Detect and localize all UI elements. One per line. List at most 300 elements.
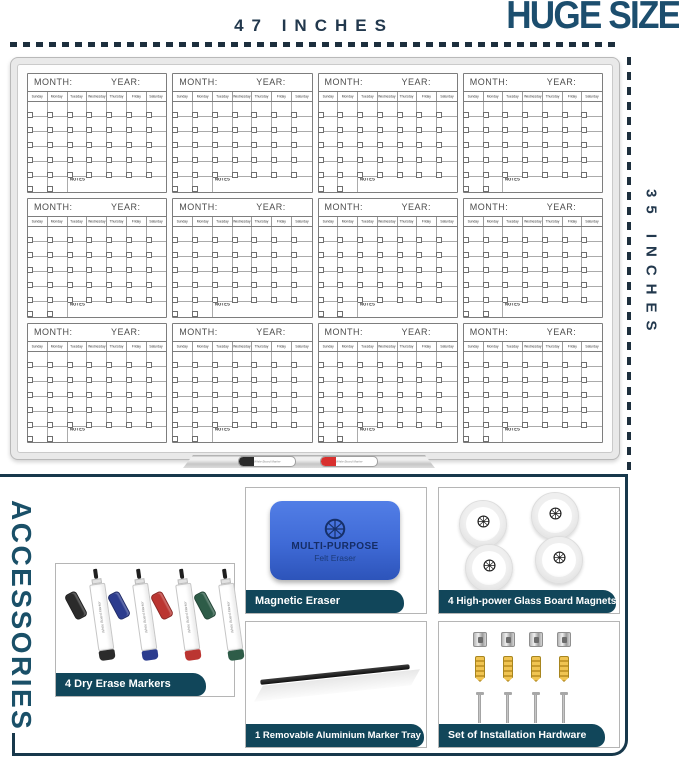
date-cell (338, 227, 358, 242)
date-cell (484, 352, 504, 367)
notes-label: NOTES (505, 303, 521, 308)
size-headline: HUGE SIZE (506, 0, 679, 37)
weekday-row (464, 217, 602, 227)
weekday-row (173, 217, 311, 227)
date-grid (173, 352, 311, 442)
date-cell (378, 382, 398, 397)
date-cell (543, 132, 563, 147)
day-name: Tuesday (358, 92, 378, 101)
day-name: Monday (484, 92, 504, 101)
date-cell (417, 102, 437, 117)
date-cell (147, 352, 167, 367)
screw-icon (534, 695, 537, 723)
date-corner-mark (47, 186, 53, 192)
date-cell (87, 382, 107, 397)
day-name: Friday (417, 342, 437, 351)
date-grid (464, 227, 602, 317)
accessory-eraser-box (245, 487, 427, 614)
day-name: Monday (338, 92, 358, 101)
date-cell (523, 132, 543, 147)
date-cell (358, 242, 378, 257)
date-cell (378, 397, 398, 412)
date-cell (193, 367, 213, 382)
date-cell (193, 352, 213, 367)
date-cell (68, 102, 88, 117)
felt-eraser-image (270, 501, 400, 580)
date-corner-mark (463, 436, 469, 442)
whiteboard (10, 57, 620, 460)
date-cell (523, 352, 543, 367)
date-cell (523, 397, 543, 412)
day-name: Sunday (319, 342, 339, 351)
date-cell (464, 227, 484, 242)
day-name: Sunday (28, 217, 48, 226)
date-cell (464, 257, 484, 272)
date-cell (48, 427, 68, 442)
date-cell (417, 227, 437, 242)
date-cell (213, 132, 233, 147)
date-cell (378, 227, 398, 242)
width-dimension-line (10, 42, 618, 47)
day-name: Sunday (173, 92, 193, 101)
date-cell (272, 147, 292, 162)
date-cell (523, 227, 543, 242)
date-cell (233, 257, 253, 272)
date-cell (582, 287, 602, 302)
date-cell (48, 352, 68, 367)
month-panel (27, 73, 167, 193)
date-cell (563, 102, 583, 117)
date-cell (292, 147, 312, 162)
day-name: Wednesday (233, 217, 253, 226)
brand-logo-icon (324, 518, 346, 540)
date-cell (127, 382, 147, 397)
year-label: YEAR: (110, 202, 141, 212)
date-corner-mark (27, 186, 33, 192)
date-grid (28, 102, 166, 192)
date-cell (358, 132, 378, 147)
date-cell (319, 242, 339, 257)
installation-hardware-image (439, 622, 619, 724)
date-cell (127, 147, 147, 162)
date-cell (233, 287, 253, 302)
month-header (464, 74, 602, 92)
month-header (319, 74, 457, 92)
date-cell (213, 147, 233, 162)
cap-slot (534, 637, 539, 643)
day-name: Saturday (295, 219, 309, 224)
notes-label: NOTES (214, 428, 230, 433)
date-cell (193, 162, 213, 177)
year-label: YEAR: (256, 202, 286, 212)
weekday-row (464, 342, 602, 352)
date-cell (87, 132, 107, 147)
date-cell (213, 352, 233, 367)
date-cell (252, 162, 272, 177)
date-cell (464, 412, 484, 427)
date-cell (484, 287, 504, 302)
day-name: Saturday (585, 94, 599, 99)
date-cell (378, 257, 398, 272)
year-label: YEAR: (401, 77, 431, 87)
date-cell (292, 162, 312, 177)
date-cell (193, 302, 213, 317)
date-cell (582, 227, 602, 242)
marker-cap-icon (321, 457, 336, 466)
date-cell (563, 367, 583, 382)
date-cell (127, 352, 147, 367)
date-cell (563, 162, 583, 177)
date-cell (484, 412, 504, 427)
day-name: Thursday (107, 92, 127, 101)
date-cell (319, 382, 339, 397)
month-header (173, 74, 311, 92)
day-name: Saturday (440, 94, 454, 99)
date-cell (338, 132, 358, 147)
month-panel (172, 73, 312, 193)
date-cell (233, 367, 253, 382)
day-name: Saturday (295, 344, 309, 349)
day-name: Monday (48, 217, 68, 226)
date-cell (582, 242, 602, 257)
month-label: MONTH: (34, 202, 73, 212)
month-panel (463, 73, 603, 193)
date-cell (127, 242, 147, 257)
date-cell (107, 257, 127, 272)
year-label: YEAR: (546, 202, 577, 212)
date-cell (358, 162, 378, 177)
date-cell (437, 147, 457, 162)
year-label: YEAR: (401, 202, 431, 212)
date-cell (213, 382, 233, 397)
month-header (173, 199, 311, 217)
date-cell (193, 272, 213, 287)
weekday-row (173, 342, 311, 352)
date-cell (319, 257, 339, 272)
glass-magnet-image (535, 536, 583, 584)
notes-area (213, 427, 312, 442)
month-panel (27, 323, 167, 443)
day-name: Tuesday (358, 217, 378, 226)
date-cell (398, 412, 418, 427)
date-cell (213, 287, 233, 302)
date-cell (543, 382, 563, 397)
date-cell (48, 367, 68, 382)
date-cell (582, 102, 602, 117)
date-cell (523, 102, 543, 117)
markers-label: 4 Dry Erase Markers (56, 673, 206, 696)
date-corner-mark (337, 436, 343, 442)
date-cell (272, 132, 292, 147)
date-cell (292, 412, 312, 427)
date-cell (503, 382, 523, 397)
month-panel (318, 323, 458, 443)
date-cell (523, 117, 543, 132)
date-cell (48, 302, 68, 317)
date-cell (543, 257, 563, 272)
date-cell (319, 102, 339, 117)
date-cell (523, 162, 543, 177)
date-cell (523, 367, 543, 382)
date-cell (319, 352, 339, 367)
year-label: YEAR: (401, 327, 431, 337)
cap-slot (478, 637, 483, 643)
date-cell (28, 162, 48, 177)
day-name: Friday (417, 217, 437, 226)
date-cell (319, 117, 339, 132)
date-cell (464, 382, 484, 397)
notes-label: NOTES (214, 303, 230, 308)
date-cell (543, 102, 563, 117)
date-cell (173, 177, 193, 192)
day-name: Saturday (149, 344, 163, 349)
date-cell (582, 132, 602, 147)
date-cell (292, 397, 312, 412)
date-cell (252, 147, 272, 162)
date-cell (147, 132, 167, 147)
notes-label: NOTES (214, 178, 230, 183)
date-cell (338, 352, 358, 367)
day-name: Tuesday (68, 217, 88, 226)
year-label: YEAR: (256, 327, 286, 337)
date-cell (147, 382, 167, 397)
date-cell (193, 382, 213, 397)
date-cell (417, 147, 437, 162)
day-name: Monday (48, 342, 68, 351)
date-cell (338, 102, 358, 117)
date-cell (563, 257, 583, 272)
date-grid (28, 227, 166, 317)
date-cell (292, 272, 312, 287)
date-cell (173, 272, 193, 287)
weekday-row (28, 217, 166, 227)
date-cell (173, 302, 193, 317)
day-name: Sunday (464, 342, 484, 351)
date-cell (28, 147, 48, 162)
day-name: Monday (338, 342, 358, 351)
brand-logo-icon (477, 515, 490, 533)
date-cell (173, 227, 193, 242)
date-cell (272, 102, 292, 117)
date-cell (582, 147, 602, 162)
date-cell (437, 352, 457, 367)
date-cell (28, 242, 48, 257)
date-cell (437, 102, 457, 117)
marker-brand-text: White Board Marker (336, 460, 363, 463)
date-cell (48, 242, 68, 257)
date-cell (233, 242, 253, 257)
date-cell (272, 242, 292, 257)
day-name: Saturday (295, 94, 309, 99)
date-corner-mark (47, 436, 53, 442)
marker-group (64, 569, 104, 669)
date-grid (319, 227, 457, 317)
day-name: Thursday (543, 342, 563, 351)
date-corner-mark (318, 311, 324, 317)
date-cell (464, 162, 484, 177)
date-cell (48, 147, 68, 162)
day-name: Tuesday (503, 92, 523, 101)
screw-icon (562, 695, 565, 723)
day-name: Friday (563, 342, 583, 351)
date-cell (503, 257, 523, 272)
day-name: Tuesday (213, 217, 233, 226)
notes-label: NOTES (69, 428, 85, 433)
date-cell (252, 397, 272, 412)
date-cell (28, 132, 48, 147)
date-cell (233, 412, 253, 427)
date-cell (68, 162, 88, 177)
date-cell (582, 117, 602, 132)
date-cell (173, 427, 193, 442)
date-cell (358, 367, 378, 382)
date-corner-mark (172, 186, 178, 192)
standoff-cap-icon (473, 632, 487, 647)
date-cell (193, 147, 213, 162)
notes-label: NOTES (360, 428, 376, 433)
wall-anchor-icon (559, 656, 569, 682)
date-cell (127, 397, 147, 412)
date-cell (319, 227, 339, 242)
day-name: Thursday (543, 92, 563, 101)
date-cell (252, 102, 272, 117)
month-label: MONTH: (179, 202, 218, 212)
month-label: MONTH: (469, 327, 509, 337)
date-cell (543, 162, 563, 177)
day-name: Wednesday (233, 342, 253, 351)
month-panel (172, 323, 312, 443)
month-label: MONTH: (179, 77, 218, 87)
eraser-label: Magnetic Eraser (246, 590, 404, 613)
date-cell (398, 242, 418, 257)
date-cell (193, 132, 213, 147)
date-cell (484, 117, 504, 132)
marker-tray (183, 455, 435, 468)
date-cell (464, 147, 484, 162)
date-cell (563, 272, 583, 287)
date-cell (378, 102, 398, 117)
date-cell (292, 132, 312, 147)
dry-erase-markers-image (56, 564, 234, 673)
month-panel (463, 323, 603, 443)
date-cell (398, 367, 418, 382)
tray-marker-red (320, 456, 378, 467)
day-name: Saturday (585, 344, 599, 349)
date-cell (233, 272, 253, 287)
month-panel (27, 198, 167, 318)
date-cell (563, 412, 583, 427)
date-cell (68, 272, 88, 287)
date-cell (87, 242, 107, 257)
date-cell (319, 287, 339, 302)
day-name: Friday (417, 92, 437, 101)
date-cell (193, 287, 213, 302)
date-corner-mark (172, 311, 178, 317)
date-cell (543, 227, 563, 242)
date-cell (28, 397, 48, 412)
marker-cap-icon (193, 590, 218, 621)
date-cell (127, 227, 147, 242)
date-corner-mark (483, 436, 489, 442)
date-corner-mark (318, 436, 324, 442)
day-name: Tuesday (68, 92, 88, 101)
date-cell (563, 227, 583, 242)
date-cell (28, 257, 48, 272)
date-cell (252, 412, 272, 427)
date-cell (358, 352, 378, 367)
day-name: Sunday (464, 92, 484, 101)
year-label: YEAR: (110, 327, 141, 337)
date-cell (147, 257, 167, 272)
date-cell (233, 102, 253, 117)
date-cell (127, 272, 147, 287)
date-cell (319, 427, 339, 442)
date-cell (417, 257, 437, 272)
date-cell (503, 117, 523, 132)
date-cell (582, 272, 602, 287)
date-cell (464, 367, 484, 382)
date-cell (272, 117, 292, 132)
date-cell (319, 302, 339, 317)
date-cell (437, 382, 457, 397)
date-grid (464, 102, 602, 192)
date-cell (28, 272, 48, 287)
notes-area (503, 302, 602, 317)
date-cell (272, 227, 292, 242)
notes-area (213, 177, 312, 192)
date-cell (213, 162, 233, 177)
date-cell (523, 287, 543, 302)
date-cell (464, 117, 484, 132)
day-name: Thursday (543, 217, 563, 226)
date-cell (147, 287, 167, 302)
date-cell (28, 367, 48, 382)
date-cell (417, 412, 437, 427)
notes-label: NOTES (360, 178, 376, 183)
date-cell (68, 147, 88, 162)
date-cell (503, 412, 523, 427)
date-cell (398, 257, 418, 272)
date-cell (87, 102, 107, 117)
notes-area (213, 302, 312, 317)
date-cell (272, 397, 292, 412)
day-name: Tuesday (213, 342, 233, 351)
date-cell (173, 367, 193, 382)
date-cell (338, 427, 358, 442)
standoff-cap-icon (529, 632, 543, 647)
accessories-title: ACCESSORIES (6, 500, 37, 732)
date-cell (417, 242, 437, 257)
month-header (319, 199, 457, 217)
date-cell (213, 412, 233, 427)
date-cell (147, 367, 167, 382)
day-name: Wednesday (378, 217, 398, 226)
marker-brand-text: White Board Marker (254, 460, 281, 463)
weekday-row (319, 92, 457, 102)
date-cell (398, 287, 418, 302)
date-cell (319, 132, 339, 147)
date-cell (48, 272, 68, 287)
date-cell (503, 102, 523, 117)
day-name: Friday (272, 342, 292, 351)
weekday-row (464, 92, 602, 102)
date-cell (398, 272, 418, 287)
date-cell (127, 412, 147, 427)
date-cell (68, 117, 88, 132)
day-name: Sunday (173, 217, 193, 226)
date-cell (107, 132, 127, 147)
accessory-magnets-box (438, 487, 620, 614)
